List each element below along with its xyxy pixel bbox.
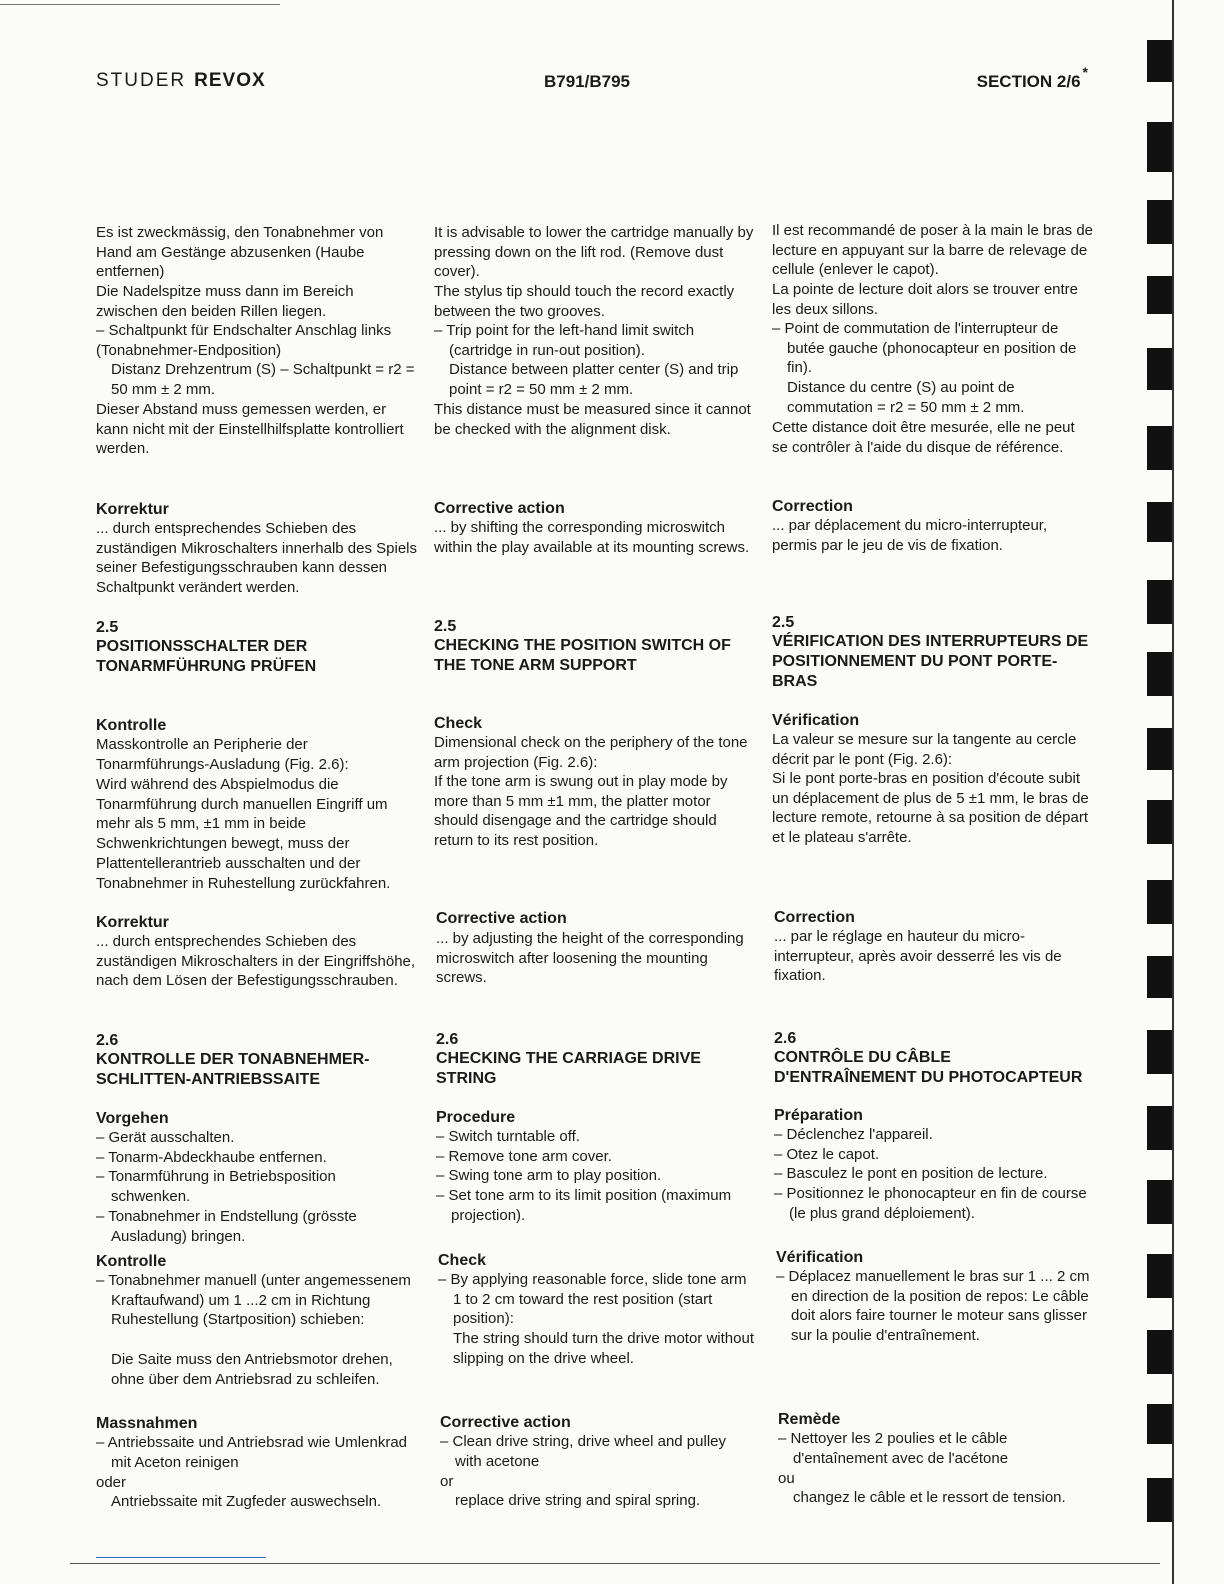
list-item: – Remove tone arm cover.: [436, 1147, 612, 1165]
binder-tab: [1147, 200, 1172, 244]
fr-preparation-list: [774, 1125, 1096, 1224]
de-massnahmen: – Antriebssaite und Antriebsrad wie Umlenkrad mit Aceton reinigen: [96, 1434, 408, 1471]
fr-preparation-heading: Préparation: [774, 1107, 863, 1124]
binder-tab: [1147, 1478, 1172, 1522]
en-bullet1: – Trip point for the left-hand limit switch (cartridge in run-out position).: [434, 322, 695, 359]
binder-tab: [1147, 580, 1172, 624]
star-mark: *: [1082, 64, 1088, 80]
en-corrective1-heading: Corrective action: [434, 500, 565, 517]
fr-section25-number: 2.5: [772, 614, 795, 631]
binder-edge: [1172, 0, 1174, 1584]
de-intro: Es ist zweckmässig, den Tonabnehmer von Hand am Gestänge abzusenken (Haube entfernen): [96, 224, 384, 281]
binder-tab: [1147, 1180, 1172, 1224]
en-procedure-heading: Procedure: [436, 1109, 516, 1126]
brand-studer: STUDER: [96, 70, 187, 91]
binder-tab: [1147, 800, 1172, 844]
en-section26-number: 2.6: [436, 1031, 459, 1048]
en-corrective1: ... by shifting the corresponding microswitch within the play available at its mounting screws.: [434, 519, 750, 556]
de-kontrolle-heading: Kontrolle: [96, 717, 167, 734]
fr-remede2: changez le câble et le ressort de tension.: [793, 1489, 1066, 1506]
fr-section25-title: VÉRIFICATION DES INTERRUPTEURS DE POSITIONNEMENT DU PONT PORTE-BRAS: [772, 633, 1089, 690]
en-section25-title: CHECKING THE POSITION SWITCH OF THE TONE ARM SUPPORT: [434, 637, 731, 674]
de-kontrolle: Masskontrolle an Peripherie der Tonarmführungs-Ausladung (Fig. 2.6):: [96, 736, 349, 773]
de-korrektur2-heading: Korrektur: [96, 914, 169, 931]
fr-verification2: Si le pont porte-bras en position d'écoute subit un déplacement de plus de 5 ±1 mm, le bras de lecture remote, retourne à sa position de départ et le plateau s'arrête.: [772, 770, 1089, 847]
binder-tab: [1147, 880, 1172, 924]
fr-bullet1b: Distance du centre (S) au point de commutation = r2 = 50 mm ± 2 mm.: [787, 379, 1025, 416]
en-section26-title: CHECKING THE CARRIAGE DRIVE STRING: [436, 1050, 701, 1087]
list-item: – Déclenchez l'appareil.: [774, 1126, 933, 1143]
fr-section26-number: 2.6: [774, 1030, 797, 1047]
list-item: – Gerät ausschalten.: [96, 1129, 235, 1146]
fr-correction1: ... par déplacement du micro-interrupteur, permis par le jeu de vis de fixation.: [772, 517, 1048, 554]
en-corrective3b: replace drive string and spiral spring.: [455, 1492, 701, 1509]
list-item: – Tonarmführung in Betriebsposition schwenken.: [96, 1168, 336, 1206]
fr-intro3: Cette distance doit être mesurée, elle ne peut se contrôler à l'aide du disque de référence.: [772, 419, 1075, 456]
en-bullet1b: Distance between platter center (S) and trip point = r2 = 50 mm ± 2 mm.: [449, 361, 739, 398]
fr-verification3-heading: Vérification: [776, 1249, 864, 1266]
binder-tab: [1147, 426, 1172, 470]
en-corrective3-heading: Corrective action: [440, 1414, 571, 1431]
en-or: or: [440, 1473, 454, 1490]
de-kontrolle3-heading: Kontrolle: [96, 1253, 167, 1270]
binder-tab: [1147, 276, 1172, 314]
en-check2: If the tone arm is swung out in play mode by more than 5 mm ±1 mm, the platter motor should disengage and the cartridge should return to its rest position.: [434, 773, 728, 850]
de-intro3: Dieser Abstand muss gemessen werden, er kann nicht mit der Einstellhilfsplatte kontrolliert werden.: [96, 401, 404, 458]
en-check-heading: Check: [434, 715, 483, 732]
en-corrective2: ... by adjusting the height of the corresponding microswitch after loosening the mounting screws.: [436, 930, 744, 987]
fr-verification: La valeur se mesure sur la tangente au cercle décrit par le pont (Fig. 2.6):: [772, 731, 1077, 768]
page-header: [96, 64, 1088, 96]
de-kontrolle3b: Die Saite muss den Antriebsmotor drehen, ohne über dem Antriebsrad zu schleifen.: [111, 1351, 393, 1388]
de-section26-number: 2.6: [96, 1032, 119, 1049]
de-bullet1b: Distanz Drehzentrum (S) – Schaltpunkt = r2 = 50 mm ± 2 mm.: [111, 361, 415, 398]
list-item: – Set tone arm to its limit position (maximum projection).: [436, 1187, 732, 1224]
top-rule: [0, 4, 280, 5]
binder-tab: [1147, 1106, 1172, 1150]
list-item: – Positionnez le phonocapteur en fin de course (le plus grand déploiement).: [774, 1185, 1087, 1222]
en-intro: It is advisable to lower the cartridge manually by pressing down on the lift rod. (Remove dust cover).: [434, 224, 754, 281]
binder-tab: [1147, 502, 1172, 542]
fr-bullet1: – Point de commutation de l'interrupteur de butée gauche (phonocapteur en position de fin).: [772, 320, 1077, 377]
binder-tab: [1147, 1330, 1172, 1374]
fr-remede-heading: Remède: [778, 1411, 841, 1428]
fr-remede: – Nettoyer les 2 poulies et le câble d'entaînement avec de l'acétone: [778, 1430, 1009, 1467]
binder-tab: [1147, 1254, 1172, 1298]
de-intro2: Die Nadelspitze muss dann im Bereich zwischen den beiden Rillen liegen.: [96, 283, 354, 320]
fr-correction2: ... par le réglage en hauteur du micro-interrupteur, après avoir desserré les vis de fixation.: [774, 928, 1062, 985]
en-check3-heading: Check: [438, 1252, 487, 1269]
de-kontrolle2: Wird während des Abspielmodus die Tonarmführung durch manuellen Eingriff um mehr als 5 mm, ±1 mm in beide Schwenkrichtungen bewegt, muss der Plattentellerantrieb ausschalten und der Tonabnehmer in Ruhestellung zurückfahren.: [96, 776, 391, 892]
fr-intro: Il est recommandé de poser à la main le bras de lecture en appuyant sur la barre de relevage de cellule (enlever le capot).: [772, 222, 1093, 279]
fr-ou: ou: [778, 1470, 795, 1487]
binder-tab: [1147, 956, 1172, 998]
list-item: – Switch turntable off.: [436, 1128, 580, 1145]
de-massnahmen-heading: Massnahmen: [96, 1415, 198, 1432]
de-korrektur2: ... durch entsprechendes Schieben des zuständigen Mikroschalters in der Eingriffshöhe, nach dem Lösen der Befestigungsschrauben.: [96, 933, 416, 990]
list-item: – Otez le capot.: [774, 1145, 880, 1163]
de-vorgehen-heading: Vorgehen: [96, 1110, 169, 1127]
fr-correction2-heading: Correction: [774, 909, 855, 926]
de-oder: oder: [96, 1474, 127, 1491]
de-section25-title: POSITIONSSCHALTER DER TONARMFÜHRUNG PRÜFEN: [96, 638, 317, 675]
en-procedure-list: [436, 1127, 758, 1226]
de-vorgehen-list: [96, 1128, 418, 1246]
list-item: – Basculez le pont en position de lecture.: [774, 1165, 1048, 1183]
en-corrective3: – Clean drive string, drive wheel and pulley with acetone: [440, 1433, 726, 1470]
de-kontrolle3: – Tonabnehmer manuell (unter angemessenem Kraftaufwand) um 1 ...2 cm in Richtung Ruhestellung (Startposition) schieben:: [96, 1272, 411, 1329]
binder-tab: [1147, 348, 1172, 390]
en-check: Dimensional check on the periphery of the tone arm projection (Fig. 2.6):: [434, 734, 748, 771]
bottom-rule: [70, 1563, 1160, 1564]
en-intro2: The stylus tip should touch the record exactly between the two grooves.: [434, 283, 735, 320]
list-item: – Swing tone arm to play position.: [436, 1167, 662, 1185]
studer-revox-logo: [96, 70, 266, 92]
de-korrektur1: ... durch entsprechendes Schieben des zuständigen Mikroschalters innerhalb des Spiels seiner Befestigungsschrauben kann dessen Schaltpunkt verändert werden.: [96, 520, 418, 597]
bottom-accent-rule: [96, 1557, 266, 1558]
fr-section26-title: CONTRÔLE DU CÂBLE D'ENTRAÎNEMENT DU PHOTOCAPTEUR: [774, 1049, 1083, 1086]
en-intro3: This distance must be measured since it cannot be checked with the alignment disk.: [434, 401, 751, 438]
en-check3b: The string should turn the drive motor without slipping on the drive wheel.: [453, 1330, 754, 1367]
en-check3: – By applying reasonable force, slide tone arm 1 to 2 cm toward the rest position (start position):: [438, 1271, 747, 1328]
de-korrektur1-heading: Korrektur: [96, 501, 169, 518]
de-section26-title: KONTROLLE DER TONABNEHMER-SCHLITTEN-ANTRIEBSSAITE: [96, 1051, 370, 1088]
section-label: SECTION 2/6: [976, 72, 1081, 91]
binder-tab: [1147, 728, 1172, 770]
fr-intro2: La pointe de lecture doit alors se trouver entre les deux sillons.: [772, 281, 1079, 318]
binder-tab: [1147, 122, 1172, 172]
binder-tab: [1147, 652, 1172, 696]
fr-verification-heading: Vérification: [772, 712, 860, 729]
list-item: – Tonabnehmer in Endstellung (grösste Ausladung) bringen.: [96, 1207, 357, 1245]
fr-correction1-heading: Correction: [772, 498, 853, 515]
model-number: B791/B795: [544, 72, 631, 91]
binder-tab: [1147, 40, 1172, 82]
binder-tab: [1147, 1030, 1172, 1074]
list-item: – Tonarm-Abdeckhaube entfernen.: [96, 1148, 327, 1166]
de-section25-number: 2.5: [96, 619, 119, 636]
de-massnahmen2: Antriebssaite mit Zugfeder auswechseln.: [111, 1493, 382, 1510]
fr-verification3: – Déplacez manuellement le bras sur 1 ... 2 cm en direction de la position de repos: Le câble doit alors faire tourner le moteur sans glisser sur la poulie d'entraînement.: [776, 1268, 1090, 1345]
binder-tab: [1147, 1404, 1172, 1444]
en-corrective2-heading: Corrective action: [436, 910, 567, 927]
section-number: [976, 64, 1088, 92]
brand-revox: REVOX: [194, 70, 266, 91]
de-bullet1: – Schaltpunkt für Endschalter Anschlag links (Tonabnehmer-Endposition): [96, 322, 392, 359]
en-section25-number: 2.5: [434, 618, 457, 635]
